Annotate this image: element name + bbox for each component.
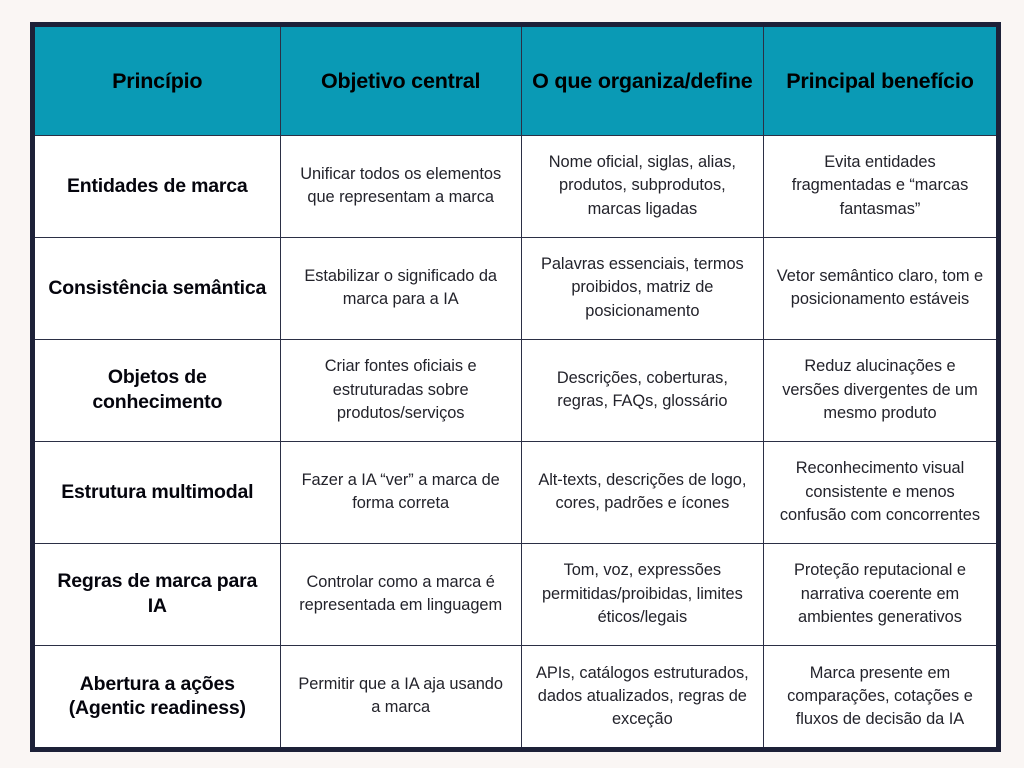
cell-beneficio: Reduz alucinações e versões divergentes de um mesmo produto <box>782 357 978 422</box>
cell-principio: Entidades de marca <box>35 135 280 237</box>
table-row <box>35 543 996 645</box>
cell-organiza: APIs, catálogos estruturados, dados atualizados, regras de exceção <box>521 645 763 747</box>
cell-beneficio: Proteção reputacional e narrativa coerente em ambientes generativos <box>793 561 966 627</box>
table-header <box>35 27 996 135</box>
table-body <box>35 135 996 747</box>
cell-organiza: Descrições, coberturas, regras, FAQs, glossário <box>521 339 763 441</box>
cell-beneficio: Marca presente em comparações, cotações e fluxos de decisão da IA <box>787 663 973 729</box>
column-header-o-que-organiza-define: O que organiza/define <box>521 27 763 135</box>
table-row <box>35 645 996 747</box>
table-row <box>35 237 996 339</box>
cell-organiza: Tom, voz, expressões permitidas/proibidas, limites éticos/legais <box>521 543 763 645</box>
cell-principio: Regras de marca para IA <box>35 543 280 645</box>
table-row <box>35 441 996 543</box>
table-row <box>35 339 996 441</box>
cell-objetivo: Criar fontes oficiais e estruturadas sobre produtos/serviços <box>280 339 521 441</box>
cell-principio: Estrutura multimodal <box>35 441 280 543</box>
cell-principio: Consistência semântica <box>35 237 280 339</box>
cell-principio: Abertura a ações (Agentic readiness) <box>35 645 280 747</box>
header-row <box>35 27 996 135</box>
cell-organiza: Alt-texts, descrições de logo, cores, padrões e ícones <box>521 441 763 543</box>
principles-table-frame <box>30 22 1001 752</box>
cell-objetivo: Estabilizar o significado da marca para a IA <box>280 237 521 339</box>
cell-organiza: Palavras essenciais, termos proibidos, matriz de posicionamento <box>521 237 763 339</box>
cell-objetivo: Fazer a IA “ver” a marca de forma correta <box>280 441 521 543</box>
column-header-principal-beneficio: Principal benefício <box>763 27 996 135</box>
cell-organiza: Nome oficial, siglas, alias, produtos, subprodutos, marcas ligadas <box>521 135 763 237</box>
cell-principio: Objetos de conhecimento <box>35 339 280 441</box>
cell-objetivo: Permitir que a IA aja usando a marca <box>280 645 521 747</box>
cell-beneficio: Evita entidades fragmentadas e “marcas fantasmas” <box>791 153 969 218</box>
cell-objetivo: Unificar todos os elementos que representam a marca <box>280 135 521 237</box>
column-header-principio: Princípio <box>35 27 280 135</box>
cell-beneficio: Vetor semântico claro, tom e posicionamento estáveis <box>776 266 984 309</box>
cell-beneficio: Reconhecimento visual consistente e menos confusão com concorrentes <box>779 459 981 524</box>
column-header-objetivo-central: Objetivo central <box>280 27 521 135</box>
cell-objetivo: Controlar como a marca é representada em linguagem <box>280 543 521 645</box>
table-row <box>35 135 996 237</box>
principles-table <box>35 27 996 747</box>
